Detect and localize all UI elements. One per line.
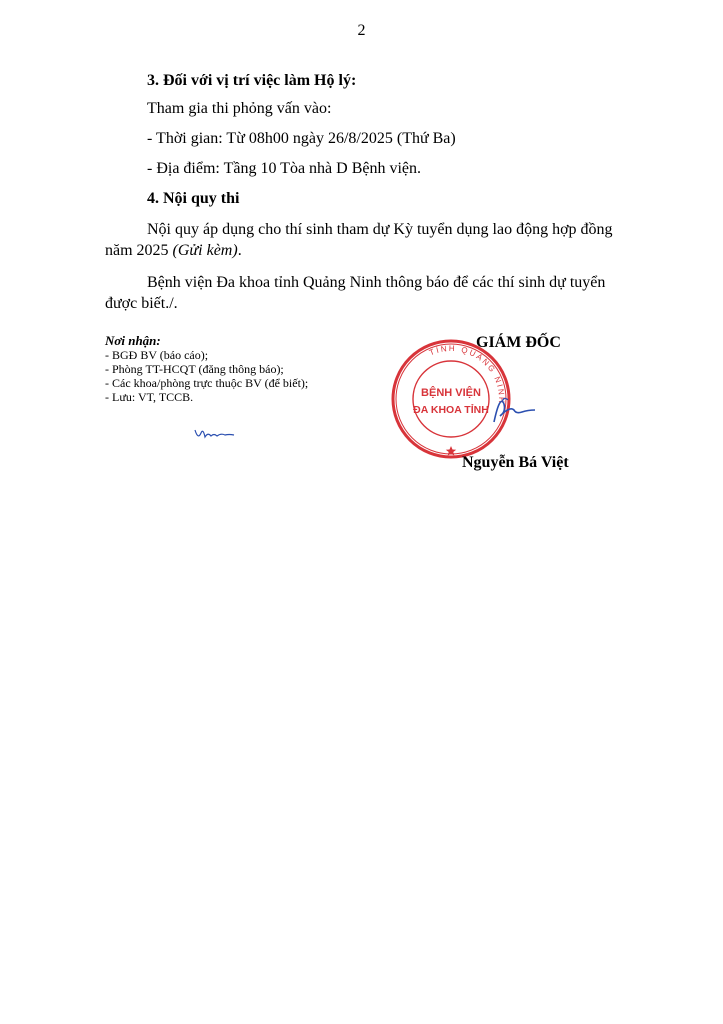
section-3-heading: 3. Đối với vị trí việc làm Hộ lý: xyxy=(147,72,357,89)
signer-name: Nguyễn Bá Việt xyxy=(462,454,569,471)
page-number: 2 xyxy=(357,22,366,39)
signer-title: GIÁM ĐỐC xyxy=(476,334,561,351)
section-3-place: - Địa điểm: Tầng 10 Tòa nhà D Bệnh viện. xyxy=(147,160,422,177)
section-4-line2 xyxy=(105,242,242,260)
section-4-line1: Nội quy áp dụng cho thí sinh tham dự Kỳ tuyển dụng lao động hợp đồng xyxy=(147,221,613,238)
section-4-line2-main: năm 2025 xyxy=(105,242,173,259)
director-signature xyxy=(488,392,538,426)
section-3-time: - Thời gian: Từ 08h00 ngày 26/8/2025 (Thứ Ba) xyxy=(147,130,456,147)
recipient-item: - Phòng TT-HCQT (đăng thông báo); xyxy=(105,362,284,376)
closing-line2: được biết./. xyxy=(105,295,178,312)
seal-inner-line1: BỆNH VIỆN xyxy=(421,387,481,399)
seal-inner-line2: ĐA KHOA TỈNH xyxy=(413,404,489,416)
closing-line1: Bệnh viện Đa khoa tỉnh Quảng Ninh thông báo để các thí sinh dự tuyển xyxy=(147,274,606,291)
section-4-line2-end: . xyxy=(237,242,242,259)
recipient-item: - Các khoa/phòng trực thuộc BV (để biết); xyxy=(105,376,309,390)
section-3-intro: Tham gia thi phỏng vấn vào: xyxy=(147,100,332,117)
section-4-heading: 4. Nội quy thi xyxy=(147,190,240,207)
recipient-item: - Lưu: VT, TCCB. xyxy=(105,390,194,404)
seal-ring-text: TỈNH QUẢNG NINH xyxy=(428,343,507,405)
initials-signature xyxy=(192,424,238,444)
attachment-note: (Gửi kèm) xyxy=(172,242,238,259)
recipient-item: - BGĐ BV (báo cáo); xyxy=(105,348,209,362)
recipients-title: Nơi nhận: xyxy=(105,333,161,348)
recipients-block xyxy=(105,334,308,404)
